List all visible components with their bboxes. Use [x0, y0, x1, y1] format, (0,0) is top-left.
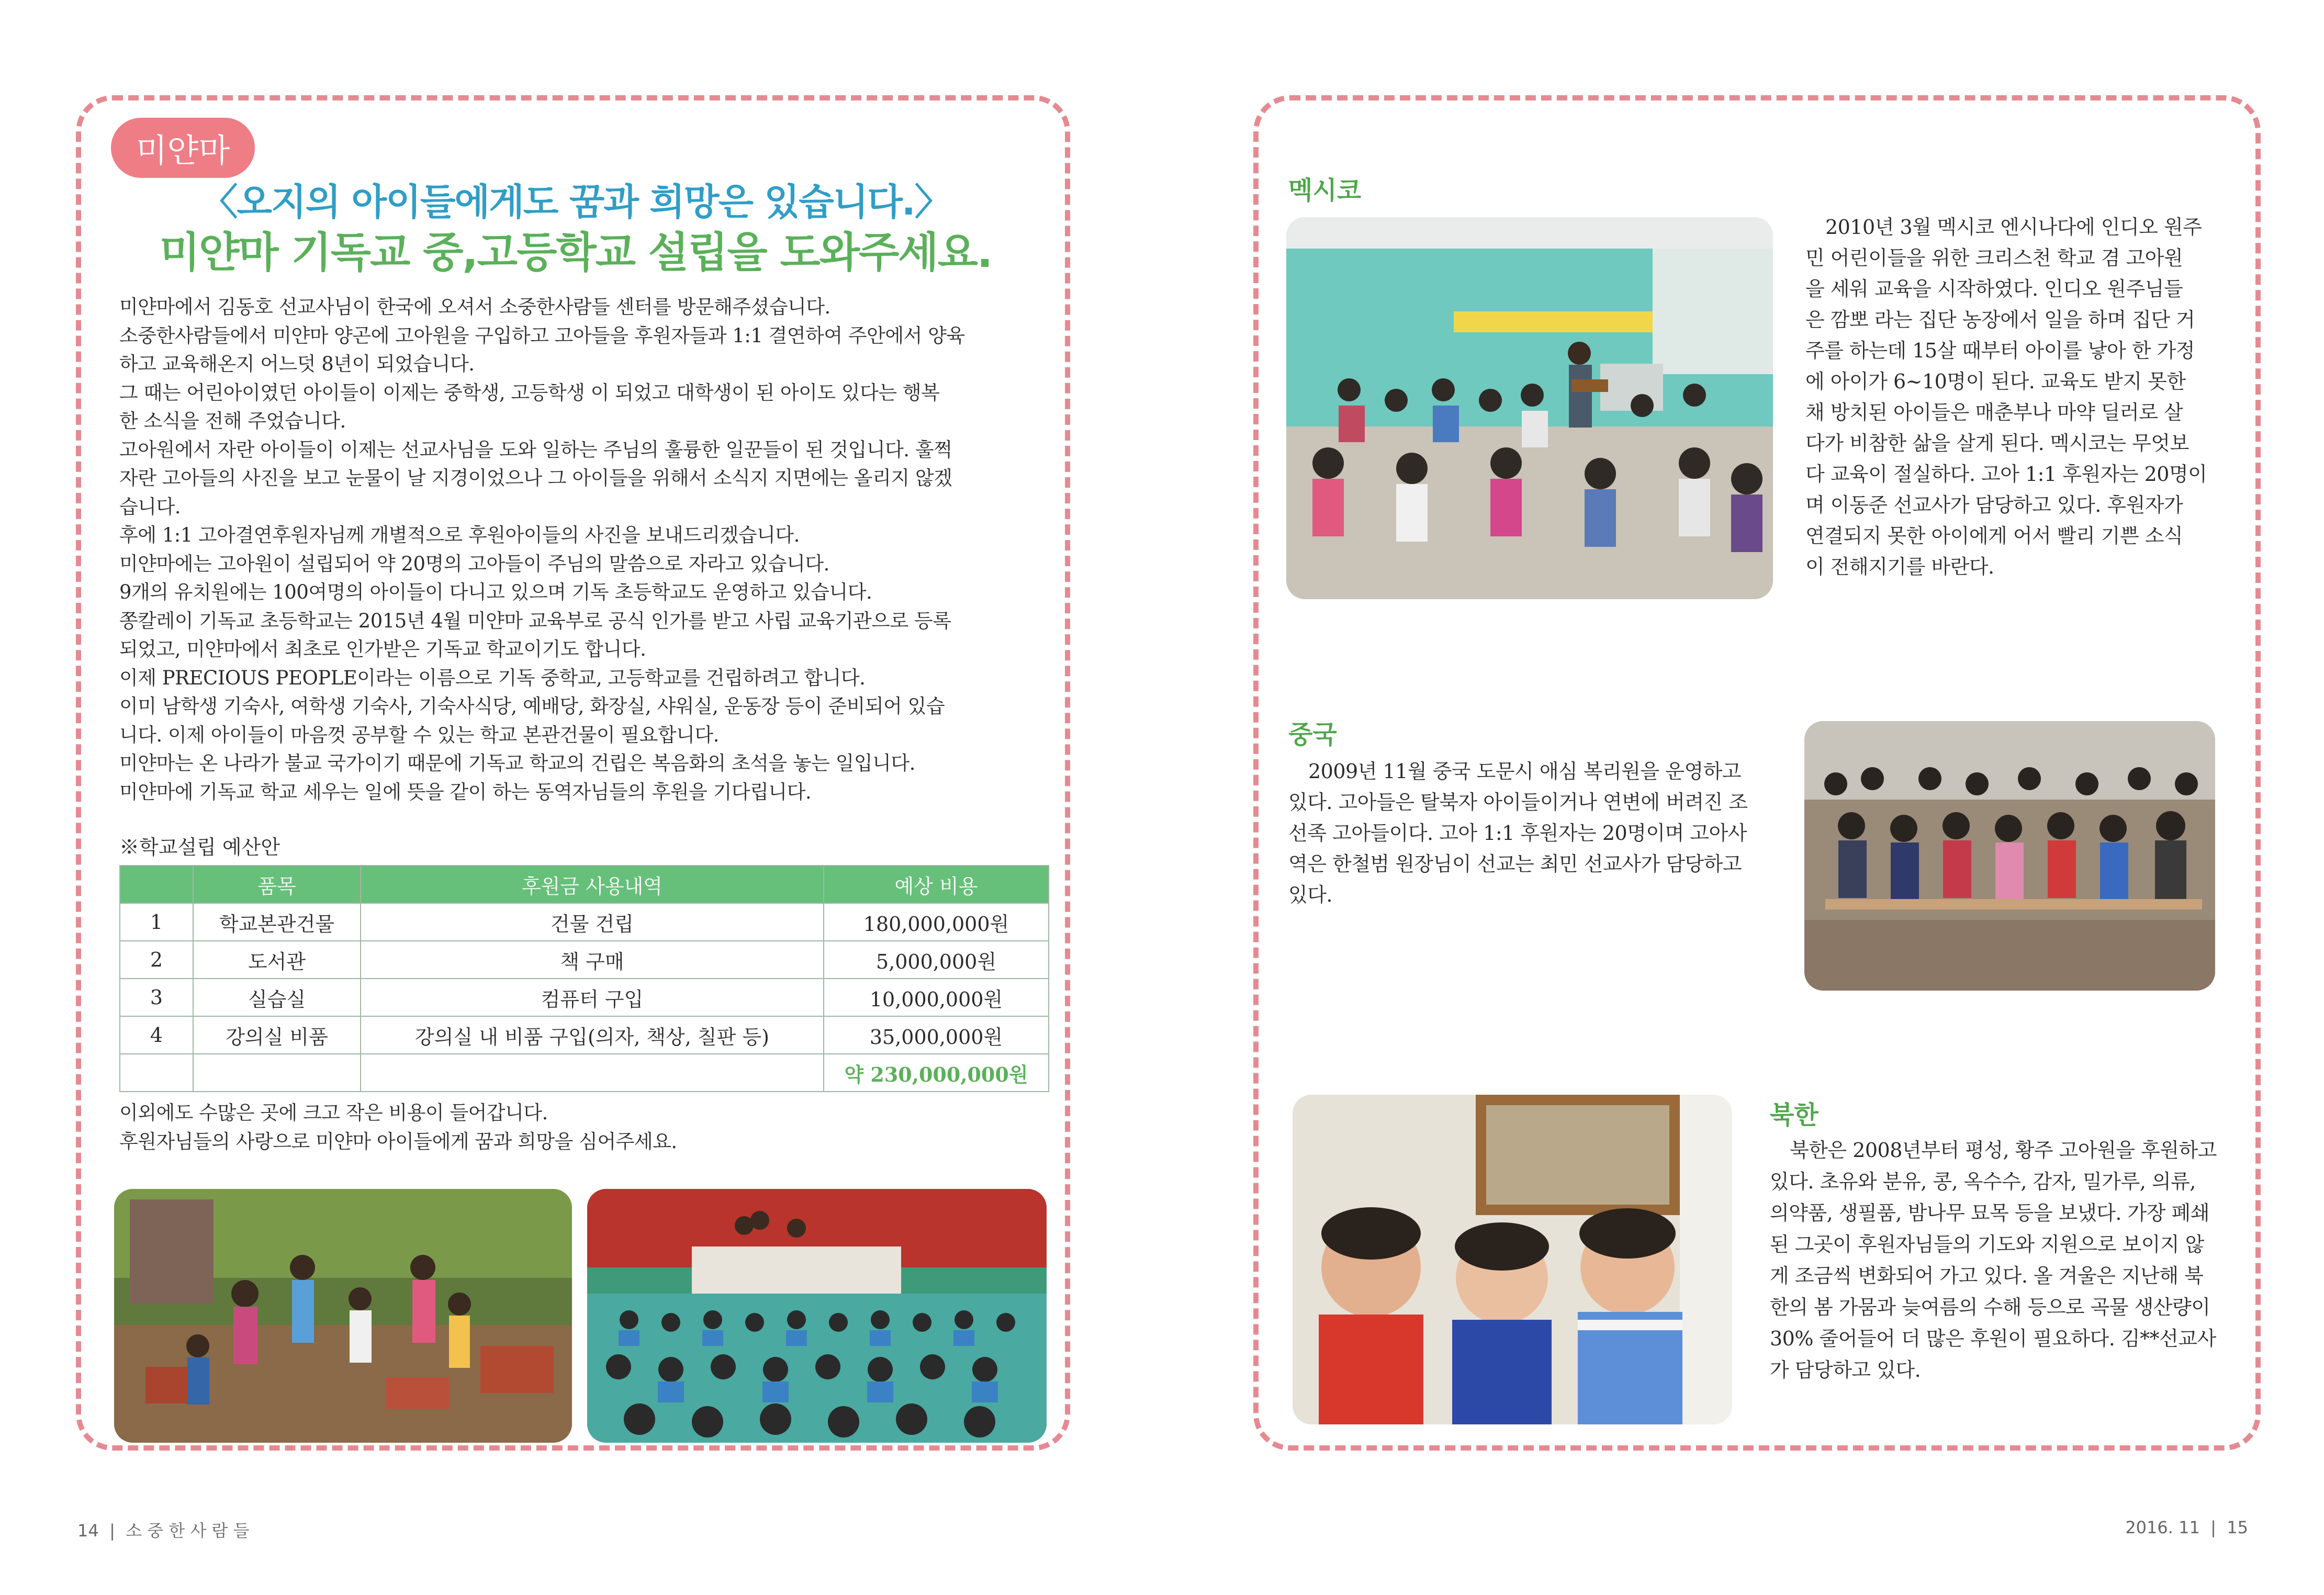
text-line: 주를 하는데 15살 때부터 아이를 낳아 한 가정	[1805, 339, 2195, 362]
table-cell: 180,000,000원	[824, 903, 1049, 941]
table-cell: 1	[120, 903, 193, 941]
text-line: 미얀마에서 김동호 선교사님이 한국에 오셔서 소중한사람들 센터를 방문해주셨습니다.	[119, 296, 830, 318]
text-line: 게 조금씩 변화되어 가고 있다. 올 겨울은 지난해 북	[1770, 1264, 2204, 1287]
text-line: 고아원에서 자란 아이들이 이제는 선교사님을 도와 일하는 주님의 훌륭한 일꾼들이 된 것입니다. 훌쩍	[119, 438, 952, 461]
section-heading-mexico: 멕시코	[1288, 176, 1362, 205]
text-line: 있다. 고아들은 탈북자 아이들이거나 연변에 버려진 조	[1288, 791, 1748, 814]
table-cell	[361, 1054, 824, 1092]
page-number: 14	[77, 1521, 99, 1541]
table-cell: 강의실 비품	[193, 1016, 361, 1054]
text-line: 한의 봄 가뭄과 늦여름의 수해 등으로 곡물 생산량이	[1770, 1296, 2210, 1319]
text-line: 에 아이가 6~10명이 된다. 교육도 받지 못한	[1805, 370, 2186, 393]
text-line: 을 세워 교육을 시작하였다. 인디오 원주님들	[1805, 277, 2183, 300]
table-cell: 10,000,000원	[824, 979, 1049, 1016]
text-line: 선족 고아들이다. 고아 1:1 후원자는 20명이며 고아사	[1288, 822, 1747, 845]
table-cell: 실습실	[193, 979, 361, 1016]
section-heading-northkorea: 북한	[1770, 1100, 1818, 1130]
table-total-row	[120, 1054, 1049, 1092]
table-cell: 학교본관건물	[193, 903, 361, 941]
text-line: 습니다.	[119, 495, 181, 518]
page-subtitle: 미얀마 기독교 중,고등학교 설립을 도와주세요.	[159, 228, 992, 277]
text-line: 된 그곳이 후원자님들의 기도와 지원으로 보이지 않	[1770, 1233, 2204, 1256]
mexico-text	[1805, 212, 2229, 582]
text-line: 미얀마는 온 나라가 불교 국가이기 때문에 기독교 학교의 건립은 복음화의 초석을 놓는 일입니다.	[119, 752, 915, 774]
table-header: 후원금 사용내역	[361, 866, 824, 903]
text-line: 미얀마에는 고아원이 설립되어 약 20명의 고아들이 주님의 말씀으로 자라고 있습니다.	[119, 552, 829, 575]
text-line: 2010년 3월 멕시코 엔시나다에 인디오 원주	[1825, 216, 2202, 239]
table-cell: 4	[120, 1016, 193, 1054]
budget-label: ※학교설립 예산안	[119, 836, 280, 859]
table-cell: 2	[120, 941, 193, 979]
table-cell: 건물 건립	[361, 903, 824, 941]
text-line: 민 어린이들을 위한 크리스천 학교 겸 고아원	[1805, 246, 2183, 269]
text-line: 한 소식을 전해 주었습니다.	[119, 410, 346, 432]
footer-left	[77, 1518, 250, 1542]
text-line: 쫑칼레이 기독교 초등학교는 2015년 4월 미얀마 교육부로 공식 인가를 받고 사립 교육기관으로 등록	[119, 609, 951, 632]
closing-text	[119, 1099, 1048, 1156]
text-line: 후원자님들의 사랑으로 미얀마 아이들에게 꿈과 희망을 심어주세요.	[119, 1130, 677, 1153]
text-line: 30% 줄어들어 더 많은 후원이 필요하다. 김**선교사	[1770, 1327, 2216, 1350]
text-line: 다가 비참한 삶을 살게 된다. 멕시코는 무엇보	[1805, 432, 2189, 455]
table-header	[120, 866, 193, 903]
text-line: 있다. 초유와 분유, 콩, 옥수수, 감자, 밀가루, 의류,	[1770, 1170, 2196, 1193]
table-cell	[120, 1054, 193, 1092]
text-line: 며 이동준 선교사가 담당하고 있다. 후원자가	[1805, 493, 2183, 516]
table-cell: 책 구매	[361, 941, 824, 979]
text-line: 의약품, 생필품, 밤나무 묘목 등을 보냈다. 가장 폐쇄	[1770, 1201, 2209, 1225]
country-badge: 미얀마	[111, 118, 255, 178]
text-line: 자란 고아들의 사진을 보고 눈물이 날 지경이었으나 그 아이들을 위해서 소식지 지면에는 올리지 않겠	[119, 467, 952, 489]
footer-right	[2125, 1518, 2248, 1537]
photo-three-toddlers	[1293, 1095, 1732, 1424]
intro-text	[119, 293, 1048, 806]
table-cell: 3	[120, 979, 193, 1016]
photo-students-seated-hall	[587, 1189, 1047, 1443]
issue-date: 2016. 11	[2125, 1518, 2200, 1537]
table-total: 약 230,000,000원	[824, 1054, 1049, 1092]
table-row	[120, 979, 1049, 1016]
text-line: 이외에도 수많은 곳에 크고 작은 비용이 들어갑니다.	[119, 1102, 548, 1124]
section-heading-china: 중국	[1288, 720, 1337, 749]
table-cell: 35,000,000원	[824, 1016, 1049, 1054]
footer-separator: |	[2210, 1518, 2216, 1537]
text-line: 하고 교육해온지 어느덧 8년이 되었습니다.	[119, 353, 475, 375]
text-line: 후에 1:1 고아결연후원자님께 개별적으로 후원아이들의 사진을 보내드리겠습니다.	[119, 524, 800, 546]
text-line: 역은 한철범 원장님이 선교는 최민 선교사가 담당하고	[1288, 852, 1742, 875]
photo-children-carrying-bricks	[114, 1189, 572, 1443]
table-header: 품목	[193, 866, 361, 903]
table-cell: 도서관	[193, 941, 361, 979]
text-line: 이제 PRECIOUS PEOPLE이라는 이름으로 기독 중학교, 고등학교를 건립하려고 합니다.	[119, 666, 866, 689]
budget-table	[119, 865, 1049, 1092]
table-cell	[193, 1054, 361, 1092]
northkorea-text	[1770, 1135, 2241, 1386]
text-line: 있다.	[1288, 883, 1332, 906]
text-line: 이 전해지기를 바란다.	[1805, 555, 1994, 578]
table-header: 예상 비용	[824, 866, 1049, 903]
table-row	[120, 1016, 1049, 1054]
text-line: 니다. 이제 아이들이 마음껏 공부할 수 있는 학교 본관건물이 필요합니다.	[119, 723, 719, 746]
text-line: 북한은 2008년부터 평성, 황주 고아원을 후원하고	[1790, 1139, 2217, 1162]
text-line: 이미 남학생 기숙사, 여학생 기숙사, 기숙사식당, 예배당, 화장실, 샤워실, 운동장 등이 준비되어 있습	[119, 695, 945, 717]
table-row	[120, 903, 1049, 941]
text-line: 9개의 유치원에는 100여명의 아이들이 다니고 있으며 기독 초등학교도 운영하고 있습니다.	[119, 581, 872, 603]
text-line: 되었고, 미얀마에서 최초로 인가받은 기독교 학교이기도 합니다.	[119, 638, 646, 660]
table-cell: 5,000,000원	[824, 941, 1049, 979]
text-line: 가 담당하고 있다.	[1770, 1358, 1921, 1381]
text-line: 연결되지 못한 아이에게 어서 빨리 기쁜 소식	[1805, 524, 2183, 547]
text-line: 다 교육이 절실하다. 고아 1:1 후원자는 20명이	[1805, 463, 2207, 486]
text-line: 미얀마에 기독교 학교 세우는 일에 뜻을 같이 하는 동역자님들의 후원을 기다립니다.	[119, 780, 812, 803]
text-line: 2009년 11월 중국 도문시 애심 복리원을 운영하고	[1308, 760, 1742, 783]
table-header-row	[120, 866, 1049, 903]
footer-separator: |	[109, 1521, 115, 1541]
table-row	[120, 941, 1049, 979]
china-text	[1288, 756, 1780, 911]
photo-orphans-seated-chairs	[1804, 721, 2215, 991]
table-cell: 강의실 내 비품 구입(의자, 책상, 칠판 등)	[361, 1016, 824, 1054]
text-line: 채 방치된 아이들은 매춘부나 마약 딜러로 살	[1805, 401, 2183, 424]
table-cell: 컴퓨터 구입	[361, 979, 824, 1016]
page-number: 15	[2227, 1518, 2248, 1537]
text-line: 은 깜뽀 라는 집단 농장에서 일을 하며 집단 거	[1805, 308, 2195, 331]
photo-classroom-guitar	[1286, 217, 1773, 599]
page-title: 〈오지의 아이들에게도 꿈과 희망은 있습니다.〉	[201, 181, 950, 223]
text-line: 소중한사람들에서 미얀마 양곤에 고아원을 구입하고 고아들을 후원자들과 1:1 결연하여 주안에서 양육	[119, 324, 965, 347]
magazine-title: 소 중 한 사 람 들	[126, 1521, 250, 1541]
text-line: 그 때는 어린아이였던 아이들이 이제는 중학생, 고등학생 이 되었고 대학생이 된 아이도 있다는 행복	[119, 381, 940, 404]
